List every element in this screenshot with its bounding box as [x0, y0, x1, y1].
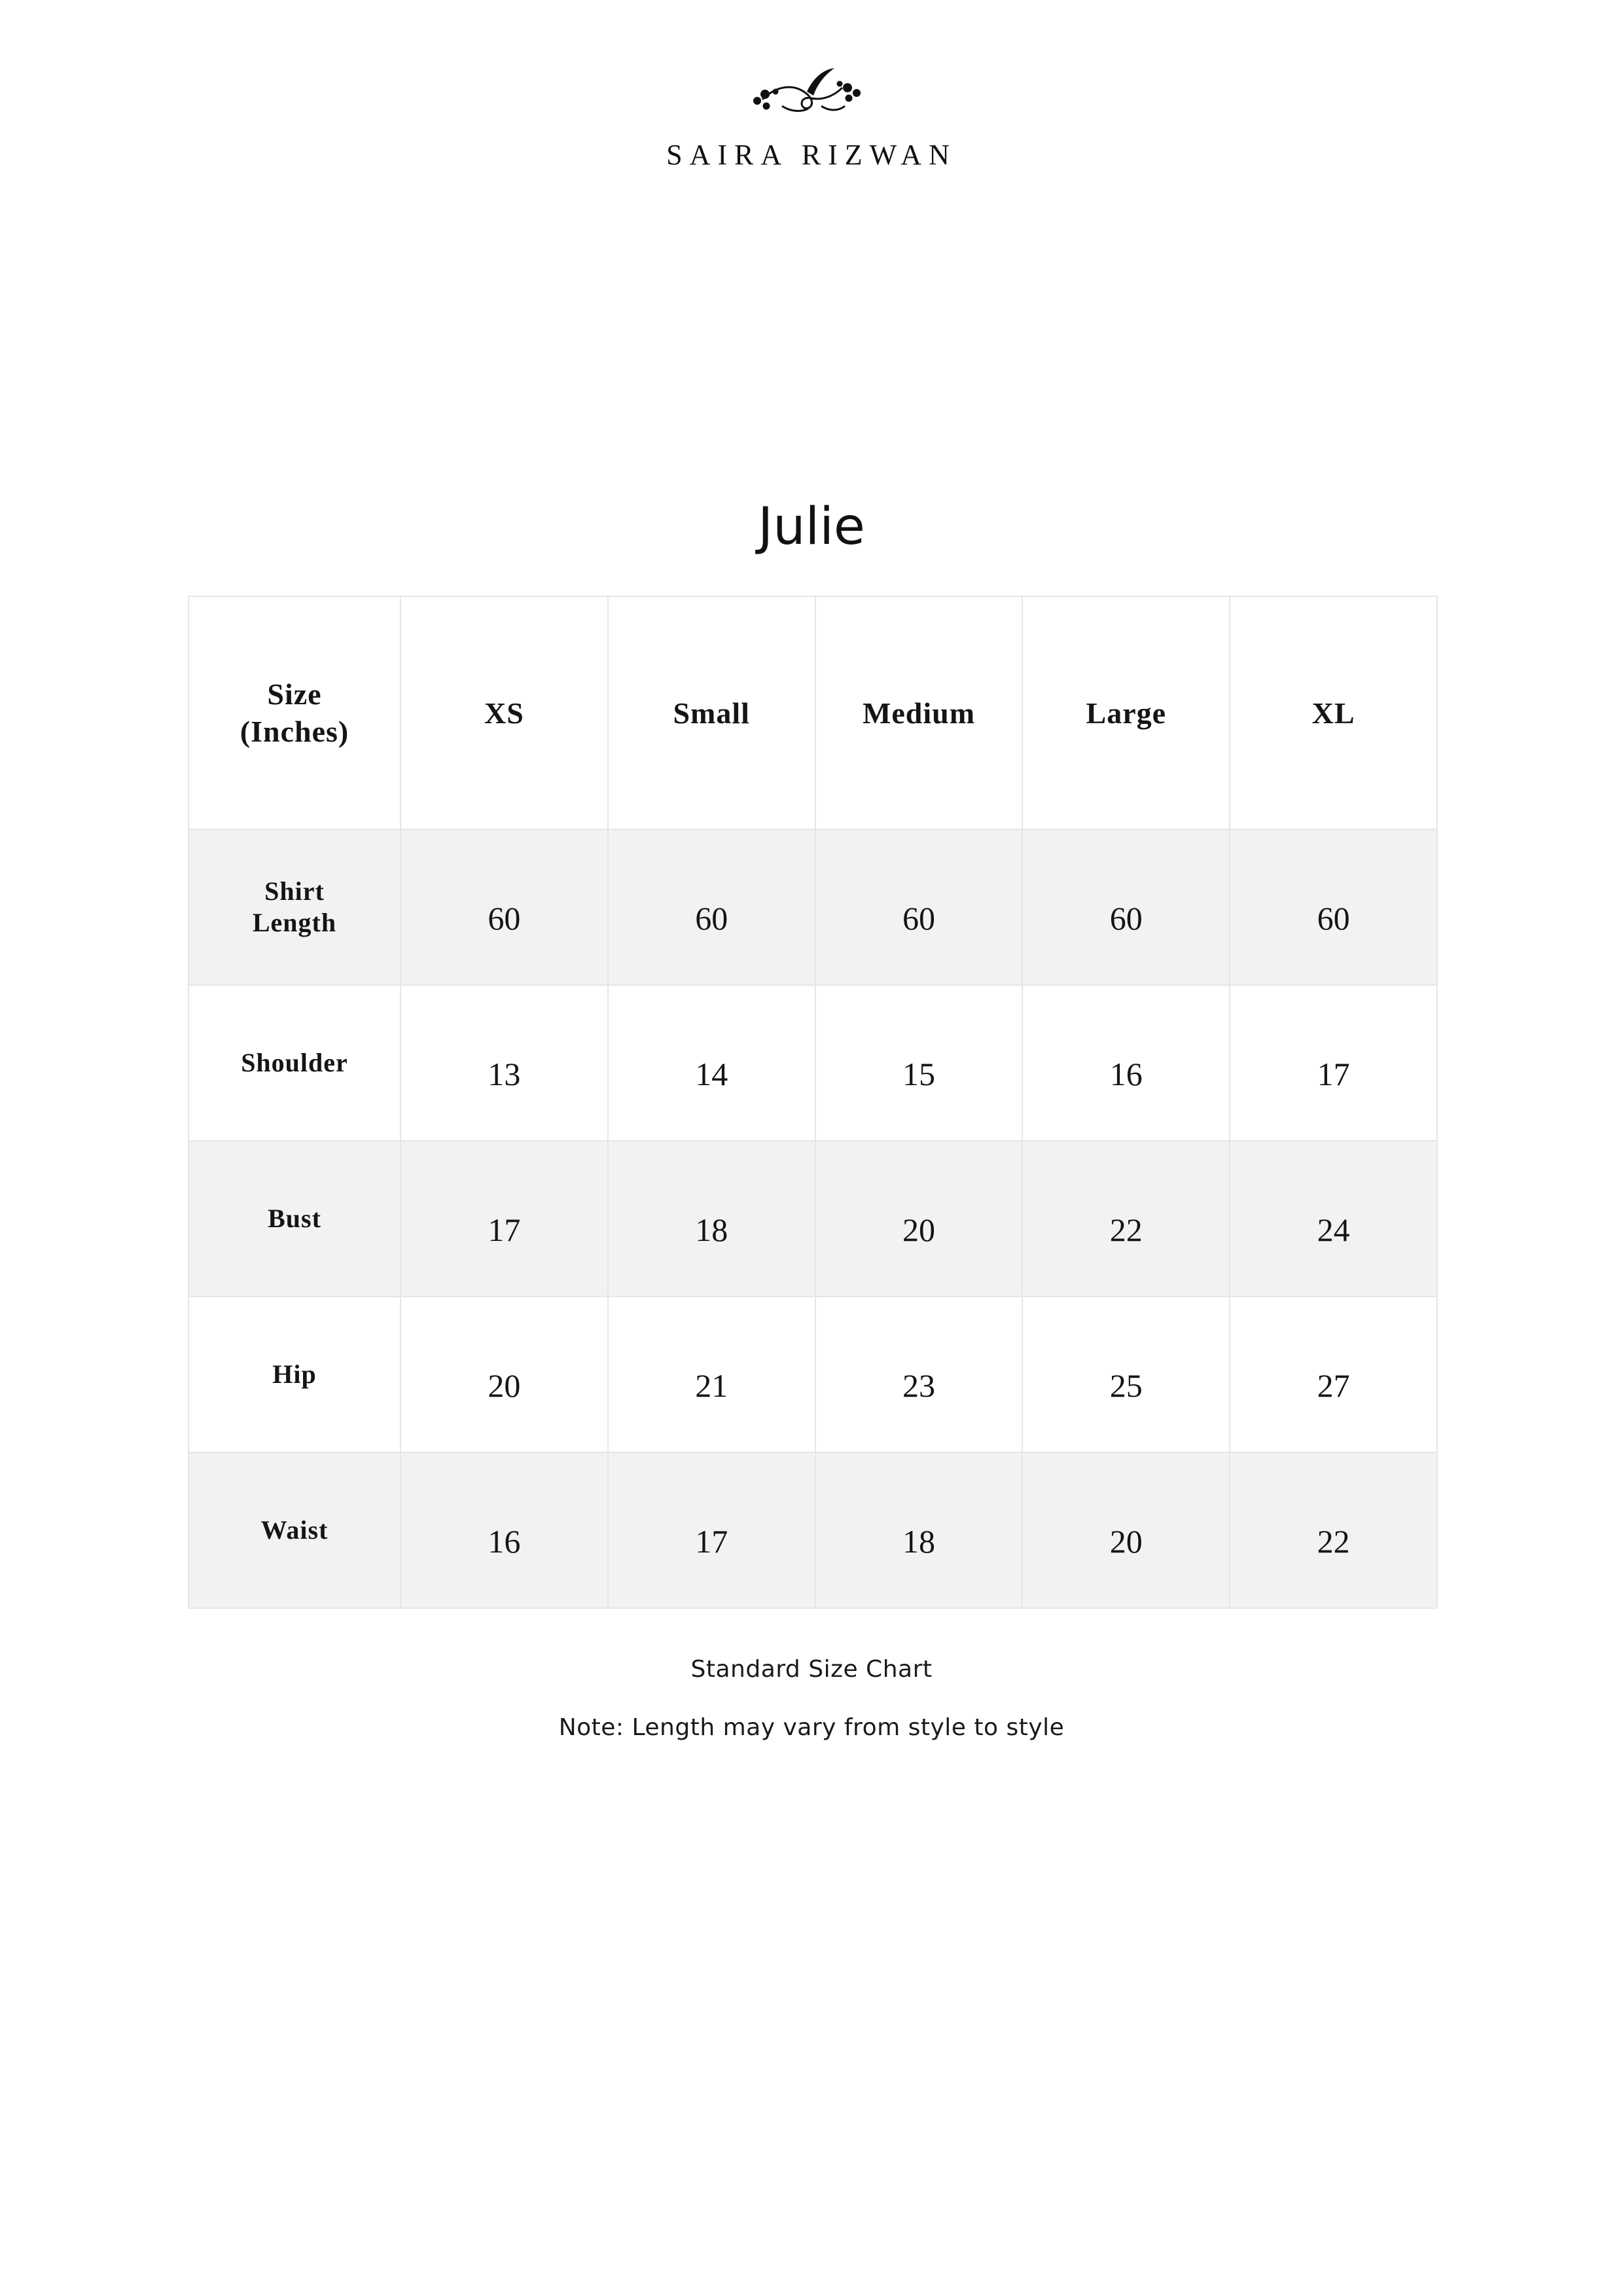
column-header-size [188, 596, 401, 829]
cell-waist-large: 20 [1022, 1452, 1230, 1608]
column-header-size-line1: Size [267, 677, 322, 711]
page-title: Julie [758, 497, 865, 556]
cell-shoulder-xl: 17 [1230, 985, 1437, 1141]
cell-bust-medium: 20 [815, 1141, 1023, 1297]
floral-swash-icon [743, 65, 880, 134]
brand-header [0, 65, 1623, 171]
row-header-line2: Length [252, 908, 337, 937]
table-row [188, 1141, 1437, 1297]
row-header-line1: Shoulder [241, 1048, 348, 1077]
column-header-large: Large [1022, 596, 1230, 829]
cell-shirt-length-large: 60 [1022, 829, 1230, 985]
cell-bust-xl: 24 [1230, 1141, 1437, 1297]
cell-hip-xl: 27 [1230, 1297, 1437, 1452]
cell-bust-small: 18 [608, 1141, 815, 1297]
row-header-hip [188, 1297, 401, 1452]
row-header-line1: Waist [260, 1515, 329, 1545]
row-header-shirt-length [188, 829, 401, 985]
column-header-medium: Medium [815, 596, 1023, 829]
column-header-xs: XS [401, 596, 608, 829]
size-chart-container [188, 596, 1438, 1609]
cell-shoulder-xs: 13 [401, 985, 608, 1141]
cell-bust-xs: 17 [401, 1141, 608, 1297]
length-variation-note: Note: Length may vary from style to style [558, 1714, 1065, 1741]
row-header-shoulder [188, 985, 401, 1141]
row-header-line1: Hip [272, 1359, 317, 1389]
size-chart-body [188, 829, 1437, 1608]
cell-hip-medium: 23 [815, 1297, 1023, 1452]
cell-waist-medium: 18 [815, 1452, 1023, 1608]
table-row [188, 985, 1437, 1141]
row-header-line1: Bust [268, 1204, 321, 1233]
cell-waist-small: 17 [608, 1452, 815, 1608]
column-header-size-line2: (Inches) [240, 715, 349, 748]
size-chart-table [188, 596, 1438, 1609]
table-row [188, 1297, 1437, 1452]
cell-shirt-length-xs: 60 [401, 829, 608, 985]
cell-waist-xs: 16 [401, 1452, 608, 1608]
cell-bust-large: 22 [1022, 1141, 1230, 1297]
table-row [188, 829, 1437, 985]
cell-shoulder-medium: 15 [815, 985, 1023, 1141]
cell-shoulder-large: 16 [1022, 985, 1230, 1141]
cell-hip-large: 25 [1022, 1297, 1230, 1452]
size-chart-header [188, 596, 1437, 829]
cell-shirt-length-small: 60 [608, 829, 815, 985]
cell-shirt-length-xl: 60 [1230, 829, 1437, 985]
column-header-xl: XL [1230, 596, 1437, 829]
cell-waist-xl: 22 [1230, 1452, 1437, 1608]
row-header-line1: Shirt [264, 876, 325, 906]
table-header-row [188, 596, 1437, 829]
footnotes [0, 1656, 1623, 1772]
cell-hip-small: 21 [608, 1297, 815, 1452]
standard-size-chart-note: Standard Size Chart [690, 1656, 933, 1683]
brand-name: SAIRA RIZWAN [666, 139, 957, 171]
row-header-waist [188, 1452, 401, 1608]
cell-shoulder-small: 14 [608, 985, 815, 1141]
row-header-bust [188, 1141, 401, 1297]
table-row [188, 1452, 1437, 1608]
cell-shirt-length-medium: 60 [815, 829, 1023, 985]
cell-hip-xs: 20 [401, 1297, 608, 1452]
column-header-small: Small [608, 596, 815, 829]
